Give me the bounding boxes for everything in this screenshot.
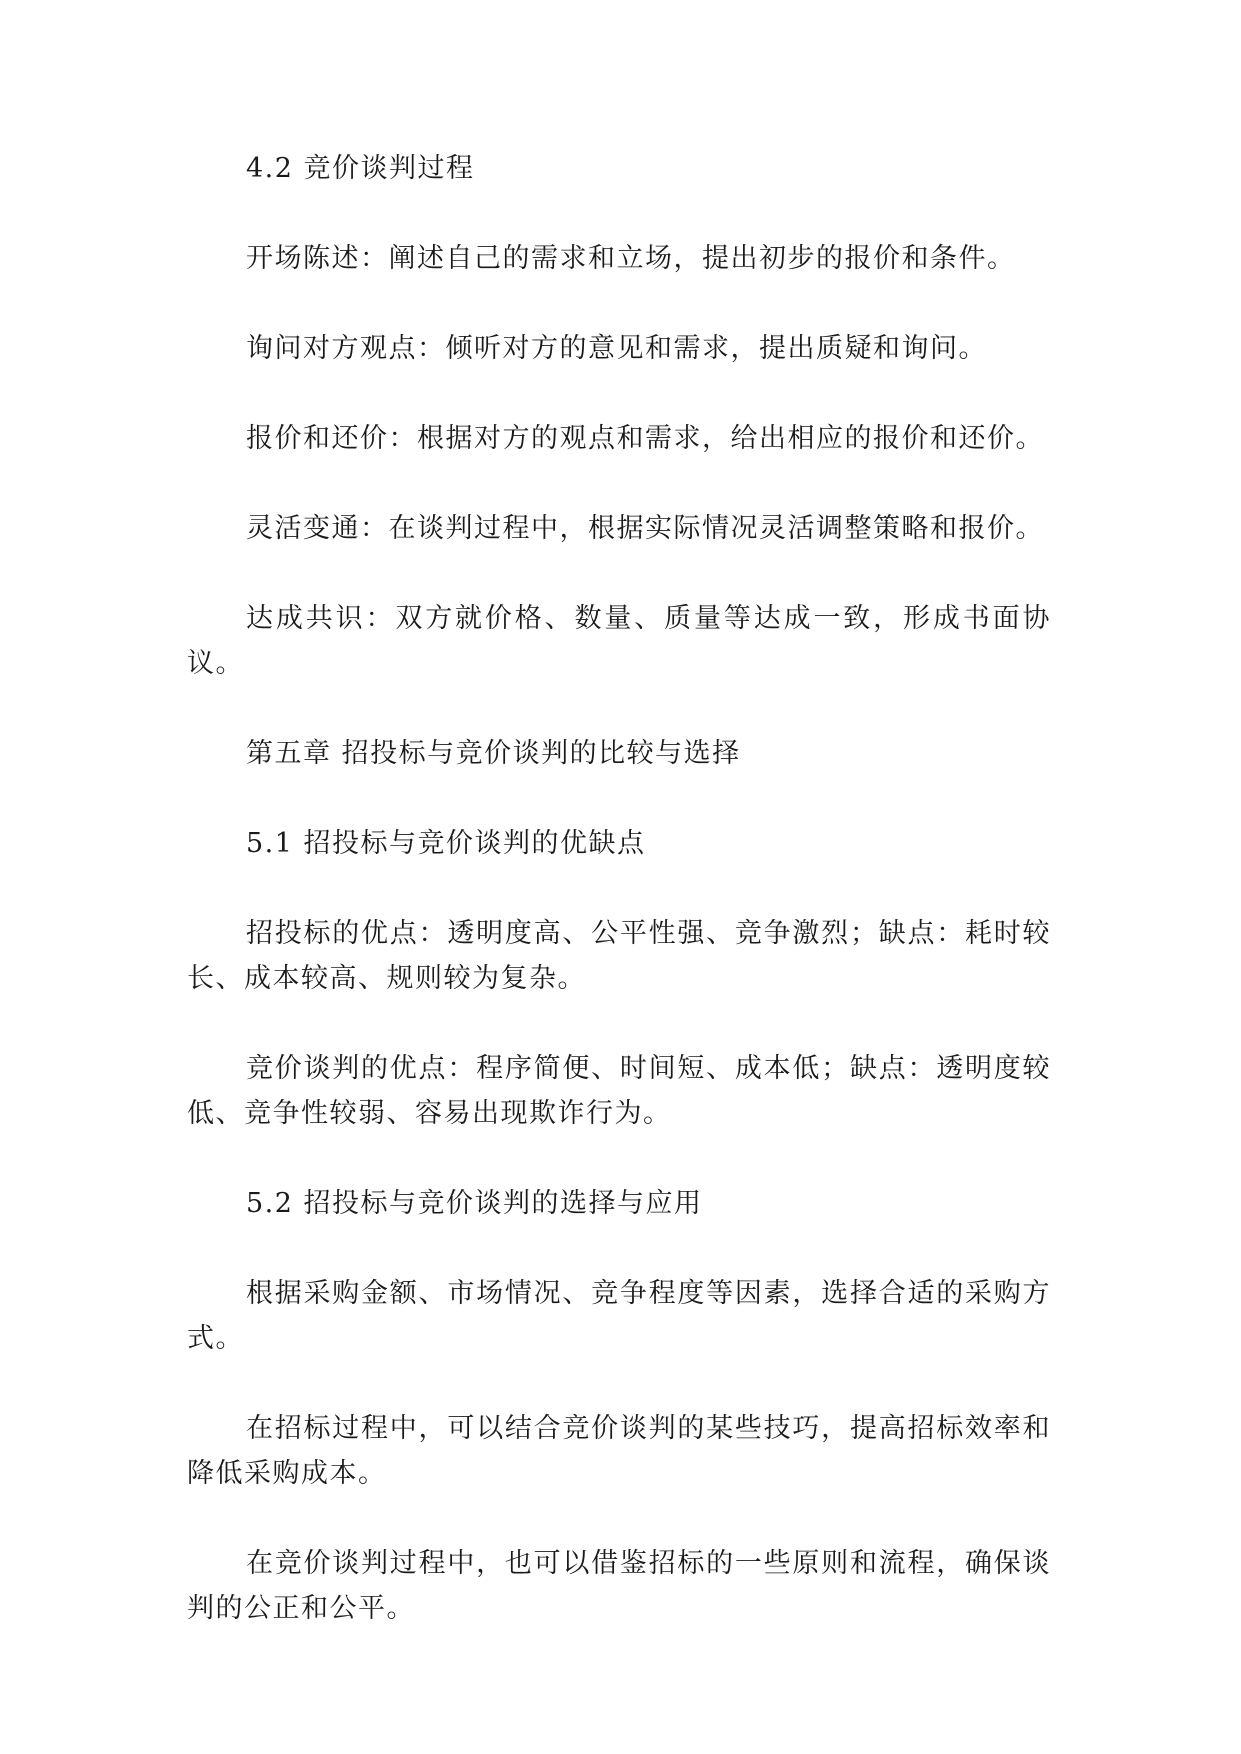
paragraph-opening-statement: 开场陈述：阐述自己的需求和立场，提出初步的报价和条件。 <box>246 243 1016 274</box>
paragraph-consensus: 达成共识：双方就价格、数量、质量等达成一致，形成书面协议。 <box>187 603 1051 679</box>
document-body <box>187 146 1051 1676</box>
section-heading-5-1: 5.1 招投标与竞价谈判的优缺点 <box>246 828 646 859</box>
section-heading-4-2: 4.2 竞价谈判过程 <box>246 153 475 184</box>
paragraph-ask-opinions: 询问对方观点：倾听对方的意见和需求，提出质疑和询问。 <box>246 333 987 364</box>
paragraph-flexibility: 灵活变通：在谈判过程中，根据实际情况灵活调整策略和报价。 <box>246 513 1044 544</box>
section-heading-5-2: 5.2 招投标与竞价谈判的选择与应用 <box>246 1188 703 1219</box>
paragraph-negotiation-pros-cons: 竞价谈判的优点：程序简便、时间短、成本低；缺点：透明度较低、竞争性较弱、容易出现欺诈行为。 <box>187 1053 1051 1129</box>
chapter-heading-5: 第五章 招投标与竞价谈判的比较与选择 <box>246 738 741 769</box>
paragraph-choose-method: 根据采购金额、市场情况、竞争程度等因素，选择合适的采购方式。 <box>187 1278 1051 1354</box>
paragraph-borrow-principles: 在竞价谈判过程中，也可以借鉴招标的一些原则和流程，确保谈判的公正和公平。 <box>187 1548 1051 1624</box>
paragraph-offer-counteroffer: 报价和还价：根据对方的观点和需求，给出相应的报价和还价。 <box>246 423 1044 454</box>
paragraph-bidding-pros-cons: 招投标的优点：透明度高、公平性强、竞争激烈；缺点：耗时较长、成本较高、规则较为复杂。 <box>187 918 1051 994</box>
paragraph-combine-techniques: 在招标过程中，可以结合竞价谈判的某些技巧，提高招标效率和降低采购成本。 <box>187 1413 1051 1489</box>
